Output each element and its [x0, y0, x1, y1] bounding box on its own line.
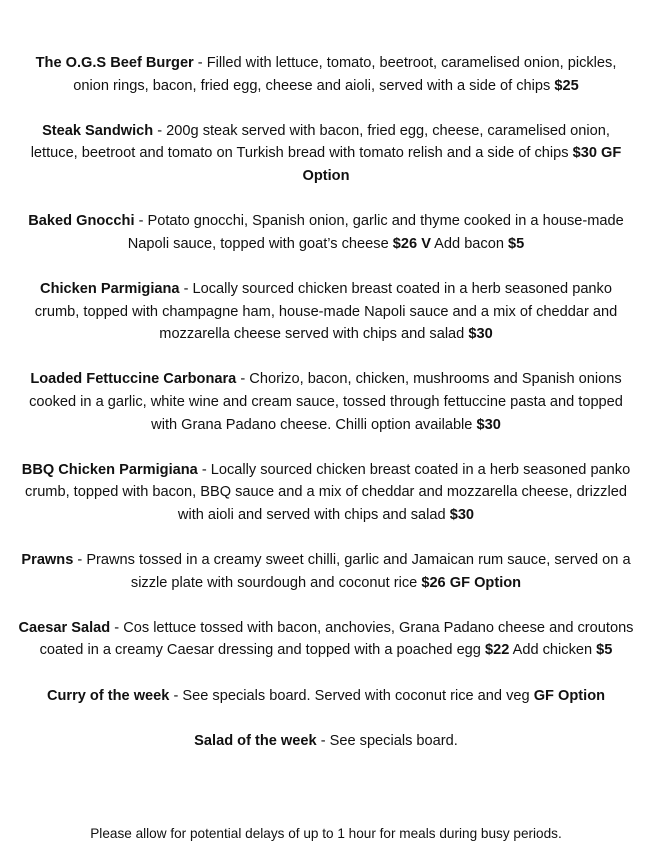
item-separator: - — [169, 687, 183, 704]
item-description: 200g steak served with bacon, fried egg, cheese, caramelised onion, lettuce, beetroot and tomato on Turkish bread with tomato relish and a side of chips — [30, 122, 610, 162]
item-description: Filled with lettuce, tomato, beetroot, caramelised onion, pickles, onion rings, bacon, fried egg, cheese and aioli, served with a side of chips — [73, 55, 617, 94]
menu-item-salad-of-the-week — [18, 730, 634, 753]
menu-item-caesar-salad — [18, 617, 634, 662]
menu-item-steak-sandwich — [18, 120, 634, 188]
item-separator: - — [153, 122, 167, 139]
item-name: BBQ Chicken Parmigiana — [21, 461, 198, 478]
item-price: $30 — [449, 506, 475, 523]
item-name: Curry of the week — [46, 687, 170, 704]
item-description: See specials board. — [329, 732, 458, 749]
item-separator: - — [236, 371, 250, 388]
menu-item-bbq-chicken-parmigiana — [18, 459, 634, 527]
item-price: $30 — [476, 416, 501, 433]
item-description: Locally sourced chicken breast coated in a herb seasoned panko crumb, topped with champagne ham, house-made Napoli sauce and a mix of cheddar and mozzarella cheese served with chips and salad — [34, 280, 618, 343]
item-name: Prawns — [21, 552, 74, 569]
item-description: See specials board. Served with coconut rice and veg — [182, 687, 530, 704]
item-separator: - — [73, 552, 87, 569]
item-price: $25 — [554, 77, 579, 94]
item-addon: Add bacon — [434, 235, 504, 252]
item-description: Prawns tossed in a creamy sweet chilli, garlic and Jamaican rum sauce, served on a sizzle plate with sourdough and coconut rice — [86, 552, 631, 591]
item-description: Cos lettuce tossed with bacon, anchovies, Grana Padano cheese and croutons coated in a creamy Caesar dressing and topped with a poached egg — [39, 619, 634, 659]
item-separator: - — [197, 461, 211, 478]
menu-item-loaded-fettuccine-carbonara — [18, 368, 634, 436]
item-addon-price: $5 — [596, 642, 613, 659]
item-addon: Add chicken — [512, 642, 593, 659]
item-separator: - — [134, 213, 148, 230]
item-name: Caesar Salad — [18, 619, 111, 636]
menu-item-curry-of-the-week — [18, 685, 634, 708]
item-price: $30 — [572, 145, 597, 162]
menu-item-prawns — [18, 549, 634, 594]
item-price: $30 — [468, 326, 493, 343]
menu-item-baked-gnocchi — [18, 210, 634, 255]
item-description: Locally sourced chicken breast coated in a herb seasoned panko crumb, topped with bacon, BBQ sauce and a mix of cheddar and mozzarella cheese, drizzled with aioli and served with chips and salad — [25, 461, 631, 523]
delay-notice: Please allow for potential delays of up to 1 hour for meals during busy periods. — [90, 825, 562, 841]
item-addon-price: $5 — [508, 235, 525, 252]
item-description: Potato gnocchi, Spanish onion, garlic and thyme cooked in a house-made Napoli sauce, topped with goat’s cheese — [127, 213, 624, 252]
item-name: Loaded Fettuccine Carbonara — [30, 371, 237, 388]
item-dietary-tag: V — [421, 235, 431, 252]
menu-item-chicken-parmigiana — [18, 278, 634, 346]
item-name: The O.G.S Beef Burger — [35, 55, 194, 71]
item-separator: - — [110, 619, 124, 636]
item-price: $26 — [421, 574, 446, 591]
item-name: Salad of the week — [194, 732, 317, 749]
item-price: $22 — [484, 642, 510, 659]
item-separator: - — [179, 280, 193, 297]
item-description: Chorizo, bacon, chicken, mushrooms and Spanish onions cooked in a garlic, white wine and cream sauce, tossed through fettuccine pasta and topped with Grana Padano cheese. Chilli option available — [29, 371, 623, 433]
item-name: Baked Gnocchi — [28, 213, 135, 230]
item-name: Chicken Parmigiana — [40, 280, 180, 297]
menu-item-ogs-beef-burger — [18, 52, 634, 97]
item-separator: - — [316, 732, 330, 749]
item-separator: - — [193, 55, 207, 71]
item-price: $26 — [392, 235, 418, 252]
item-dietary-tag: GF Option — [302, 145, 622, 184]
item-name: Steak Sandwich — [42, 122, 154, 139]
item-dietary-tag: GF Option — [533, 687, 606, 704]
item-dietary-tag: GF Option — [449, 574, 522, 591]
